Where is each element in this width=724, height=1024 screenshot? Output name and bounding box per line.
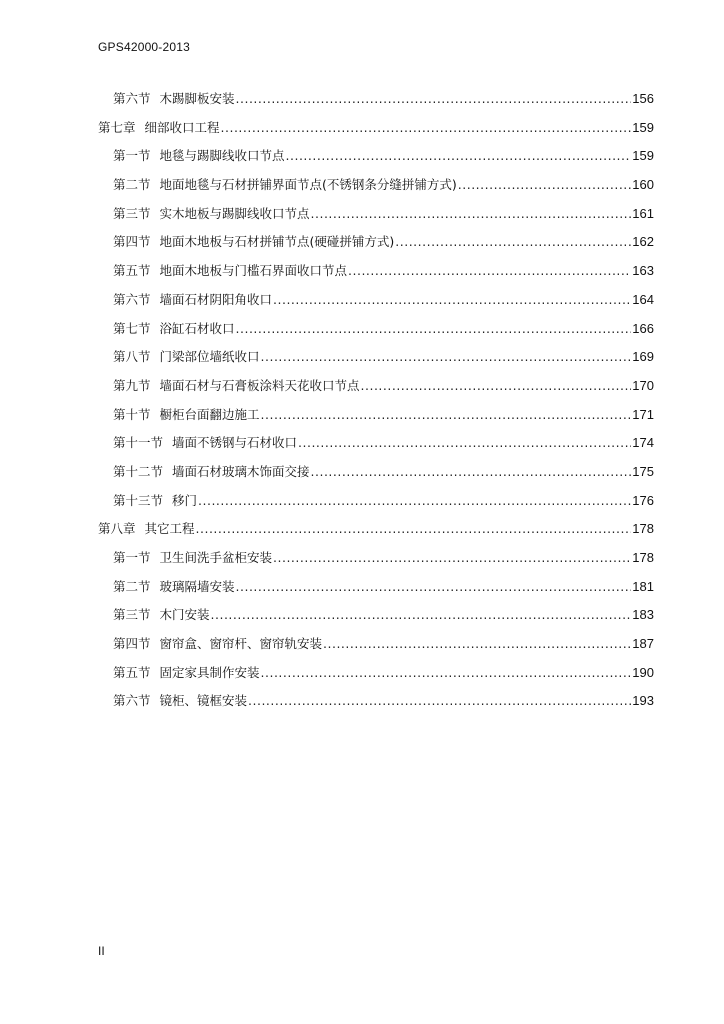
toc-entry-title: 墙面石材玻璃木饰面交接 [172, 463, 310, 479]
toc-entry-title: 浴缸石材收口 [159, 320, 235, 336]
toc-entry-title: 地面地毯与石材拼铺界面节点(不锈钢条分缝拼铺方式) [159, 177, 457, 193]
toc-section-entry[interactable] [98, 376, 654, 405]
toc-leader-dots [211, 607, 632, 622]
toc-entry-label [113, 663, 260, 681]
toc-entry-title: 墙面石材与石膏板涂料天花收口节点 [159, 377, 360, 393]
toc-section-entry[interactable] [98, 663, 654, 692]
toc-entry-page: 174 [632, 435, 654, 451]
toc-entry-number: 第十节 [113, 406, 151, 422]
toc-entry-page: 164 [632, 291, 654, 307]
toc-entry-label [113, 462, 310, 480]
toc-entry-page: 163 [632, 263, 654, 279]
toc-entry-number: 第六节 [113, 693, 151, 709]
toc-entry-title: 地面木地板与门槛石界面收口节点 [159, 263, 348, 279]
toc-entry-number: 第九节 [113, 377, 151, 393]
toc-entry-number: 第二节 [113, 177, 151, 193]
toc-entry-number: 第十一节 [113, 435, 164, 451]
toc-entry-number: 第七章 [98, 119, 136, 135]
toc-entry-label [113, 433, 297, 451]
toc-leader-dots [261, 407, 632, 422]
toc-leader-dots [273, 550, 631, 565]
toc-entry-page: 190 [632, 664, 654, 680]
toc-section-entry[interactable] [98, 605, 654, 634]
toc-entry-page: 193 [632, 693, 654, 709]
toc-entry-page: 170 [632, 377, 654, 393]
toc-entry-label [98, 118, 220, 136]
toc-leader-dots [261, 665, 632, 680]
toc-entry-page: 171 [632, 406, 654, 422]
toc-entry-title: 细部收口工程 [144, 119, 220, 135]
toc-entry-label [113, 89, 235, 107]
toc-leader-dots [198, 493, 631, 508]
toc-entry-number: 第七节 [113, 320, 151, 336]
toc-entry-number: 第一节 [113, 148, 151, 164]
toc-entry-label [113, 634, 322, 652]
toc-entry-label [113, 376, 360, 394]
toc-entry-number: 第五节 [113, 664, 151, 680]
toc-entry-page: 169 [632, 349, 654, 365]
toc-section-entry[interactable] [98, 261, 654, 290]
toc-entry-label [113, 261, 347, 279]
toc-entry-label [113, 605, 210, 623]
toc-entry-page: 175 [632, 463, 654, 479]
toc-entry-title: 镜柜、镜框安装 [159, 693, 248, 709]
toc-entry-title: 地毯与踢脚线收口节点 [159, 148, 285, 164]
toc-entry-page: 181 [632, 578, 654, 594]
toc-entry-number: 第十三节 [113, 492, 164, 508]
toc-leader-dots [311, 464, 632, 479]
toc-entry-title: 木门安装 [159, 607, 210, 623]
toc-section-entry[interactable] [98, 146, 654, 175]
toc-leader-dots [298, 435, 631, 450]
toc-entry-page: 162 [632, 234, 654, 250]
toc-entry-label [113, 691, 247, 709]
toc-entry-label [113, 232, 394, 250]
toc-leader-dots [286, 148, 632, 163]
toc-entry-title: 实木地板与踢脚线收口节点 [159, 205, 310, 221]
toc-leader-dots [221, 120, 632, 135]
toc-entry-title: 窗帘盒、窗帘杆、窗帘轨安装 [159, 636, 323, 652]
toc-section-entry[interactable] [98, 548, 654, 577]
toc-entry-page: 160 [632, 177, 654, 193]
toc-entry-title: 移门 [172, 492, 198, 508]
toc-leader-dots [236, 579, 632, 594]
toc-leader-dots [236, 321, 632, 336]
toc-entry-label [113, 204, 310, 222]
toc-entry-label [113, 491, 197, 509]
toc-entry-page: 178 [632, 550, 654, 565]
toc-chapter-entry[interactable] [98, 519, 654, 548]
toc-entry-title: 橱柜台面翻边施工 [159, 406, 260, 422]
toc-entry-title: 其它工程 [144, 521, 195, 537]
toc-leader-dots [311, 206, 632, 221]
toc-entry-label [98, 519, 195, 537]
toc-entry-page: 156 [632, 91, 654, 106]
toc-section-entry[interactable] [98, 347, 654, 376]
toc-section-entry[interactable] [98, 319, 654, 348]
toc-leader-dots [458, 177, 632, 192]
toc-entry-title: 玻璃隔墙安装 [159, 578, 235, 594]
toc-section-entry[interactable] [98, 175, 654, 204]
toc-entry-page: 159 [632, 148, 654, 164]
toc-section-entry[interactable] [98, 491, 654, 520]
toc-entry-number: 第五节 [113, 263, 151, 279]
toc-entry-number: 第六节 [113, 91, 151, 106]
toc-section-entry[interactable] [98, 462, 654, 491]
toc-entry-number: 第十二节 [113, 463, 164, 479]
toc-entry-label [113, 347, 260, 365]
toc-entry-title: 门梁部位墙纸收口 [159, 349, 260, 365]
toc-entry-page: 187 [632, 636, 654, 652]
toc-section-entry[interactable] [98, 634, 654, 663]
toc-section-entry[interactable] [98, 204, 654, 233]
toc-leader-dots [248, 693, 631, 708]
toc-entry-number: 第三节 [113, 607, 151, 623]
toc-entry-label [113, 577, 235, 595]
toc-entry-page: 178 [632, 521, 654, 537]
toc-entry-number: 第六节 [113, 291, 151, 307]
toc-entry-label [113, 319, 235, 337]
toc-section-entry[interactable] [98, 290, 654, 319]
toc-leader-dots [273, 292, 631, 307]
toc-leader-dots [348, 263, 631, 278]
toc-entry-number: 第八节 [113, 349, 151, 365]
table-of-contents [98, 89, 654, 720]
toc-entry-label [113, 290, 272, 308]
toc-chapter-entry[interactable] [98, 118, 654, 147]
toc-section-entry[interactable] [98, 691, 654, 720]
toc-section-entry[interactable] [98, 577, 654, 606]
toc-entry-number: 第四节 [113, 636, 151, 652]
toc-leader-dots [395, 234, 631, 249]
toc-entry-label [113, 146, 285, 164]
toc-entry-page: 176 [632, 492, 654, 508]
toc-entry-page: 159 [632, 119, 654, 135]
toc-entry-label [113, 175, 457, 193]
toc-entry-number: 第二节 [113, 578, 151, 594]
toc-entry-title: 地面木地板与石材拼铺节点(硬碰拼铺方式) [159, 234, 395, 250]
toc-leader-dots [361, 378, 632, 393]
toc-entry-number: 第一节 [113, 550, 151, 565]
toc-leader-dots [323, 636, 631, 651]
toc-entry-number: 第三节 [113, 205, 151, 221]
toc-section-entry[interactable] [98, 89, 654, 118]
toc-entry-page: 166 [632, 320, 654, 336]
toc-section-entry[interactable] [98, 433, 654, 462]
toc-entry-label [113, 548, 272, 566]
toc-section-entry[interactable] [98, 232, 654, 261]
toc-section-entry[interactable] [98, 405, 654, 434]
toc-entry-page: 183 [632, 607, 654, 623]
toc-entry-title: 墙面不锈钢与石材收口 [172, 435, 298, 451]
toc-leader-dots [261, 349, 632, 364]
toc-entry-title: 卫生间洗手盆柜安装 [159, 550, 273, 565]
toc-entry-title: 木踢脚板安装 [159, 91, 235, 106]
page-number: II [98, 944, 105, 958]
toc-entry-number: 第八章 [98, 521, 136, 537]
document-code: GPS42000-2013 [98, 40, 191, 54]
toc-leader-dots [236, 91, 632, 106]
toc-entry-title: 固定家具制作安装 [159, 664, 260, 680]
toc-entry-title: 墙面石材阴阳角收口 [159, 291, 273, 307]
toc-entry-page: 161 [632, 205, 654, 221]
toc-entry-number: 第四节 [113, 234, 151, 250]
toc-entry-label [113, 405, 260, 423]
toc-leader-dots [196, 521, 632, 536]
